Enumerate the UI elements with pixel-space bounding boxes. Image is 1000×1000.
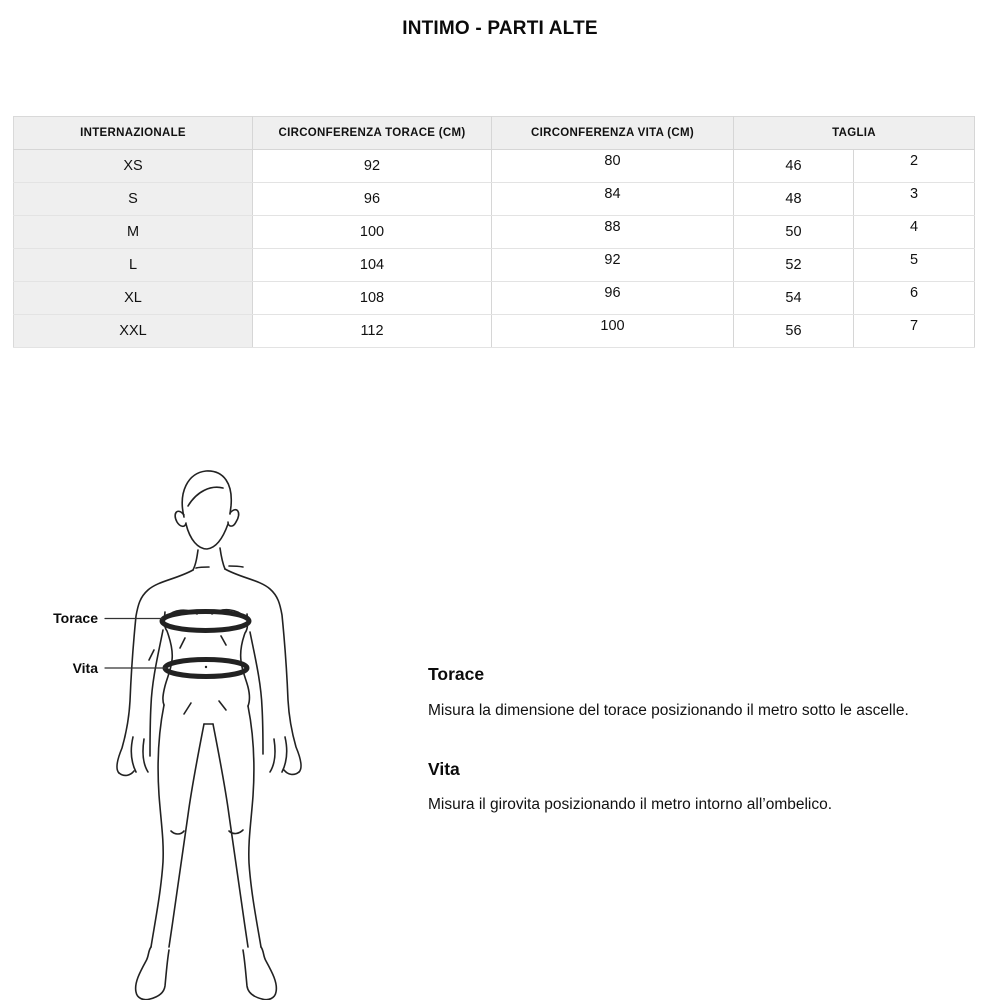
cell-torace: 108 [253,282,492,315]
table-row [14,249,975,282]
cell-taglia-num [854,315,975,348]
cell-taglia-num-value: 6 [909,284,919,301]
column-header-vita: CIRCONFERENZA VITA (CM) [492,117,734,150]
cell-torace: 104 [253,249,492,282]
cell-vita [492,315,734,348]
cell-taglia-num-value: 5 [909,251,919,268]
table-row [14,315,975,348]
cell-international: S [14,183,253,216]
figure-label-torace: Torace [53,610,98,626]
guide-heading-vita: Vita [428,759,460,779]
figure-torace-band [162,612,249,631]
cell-taglia-num [854,216,975,249]
cell-torace: 92 [253,150,492,183]
cell-vita [492,249,734,282]
guide-heading-torace: Torace [428,664,485,684]
table-row [14,183,975,216]
figure-legs [136,705,277,1000]
cell-international: L [14,249,253,282]
cell-vita-value: 88 [604,218,621,235]
cell-vita [492,183,734,216]
figure-label-vita: Vita [72,660,98,676]
cell-taglia-it: 52 [734,249,854,282]
table-row [14,216,975,249]
cell-taglia-num [854,249,975,282]
column-header-internazionale: INTERNAZIONALE [14,117,253,150]
table-row [14,150,975,183]
cell-taglia-it: 48 [734,183,854,216]
cell-international: XL [14,282,253,315]
cell-taglia-num [854,282,975,315]
cell-taglia-num-value: 7 [909,317,919,334]
table-row [14,282,975,315]
cell-torace: 96 [253,183,492,216]
cell-taglia-num [854,150,975,183]
cell-taglia-it: 46 [734,150,854,183]
guide-description-vita: Misura il girovita posizionando il metro intorno all’ombelico. [428,796,833,813]
cell-torace: 100 [253,216,492,249]
cell-vita-value: 96 [604,284,621,301]
column-header-taglia: TAGLIA [734,117,975,150]
cell-international: M [14,216,253,249]
cell-international: XS [14,150,253,183]
cell-vita-value: 100 [600,317,625,334]
page-title: INTIMO - PARTI ALTE [402,18,598,39]
cell-vita [492,216,734,249]
cell-taglia-it: 56 [734,315,854,348]
cell-taglia-it: 54 [734,282,854,315]
figure-arms [117,566,301,775]
size-table [13,116,975,348]
cell-vita-value: 80 [604,152,621,169]
cell-international: XXL [14,315,253,348]
cell-vita-value: 92 [604,251,621,268]
table-header-row [14,117,975,150]
cell-vita [492,282,734,315]
cell-vita [492,150,734,183]
cell-taglia-num-value: 4 [909,218,919,235]
cell-taglia-num [854,183,975,216]
cell-taglia-num-value: 2 [909,152,919,169]
cell-taglia-num-value: 3 [909,185,919,202]
cell-taglia-it: 50 [734,216,854,249]
column-header-torace: CIRCONFERENZA TORACE (CM) [253,117,492,150]
cell-vita-value: 84 [604,185,621,202]
figure-head [175,471,239,570]
cell-torace: 112 [253,315,492,348]
guide-description-torace: Misura la dimensione del torace posizionando il metro sotto le ascelle. [428,702,909,719]
body-figure-illustration [0,440,420,1000]
